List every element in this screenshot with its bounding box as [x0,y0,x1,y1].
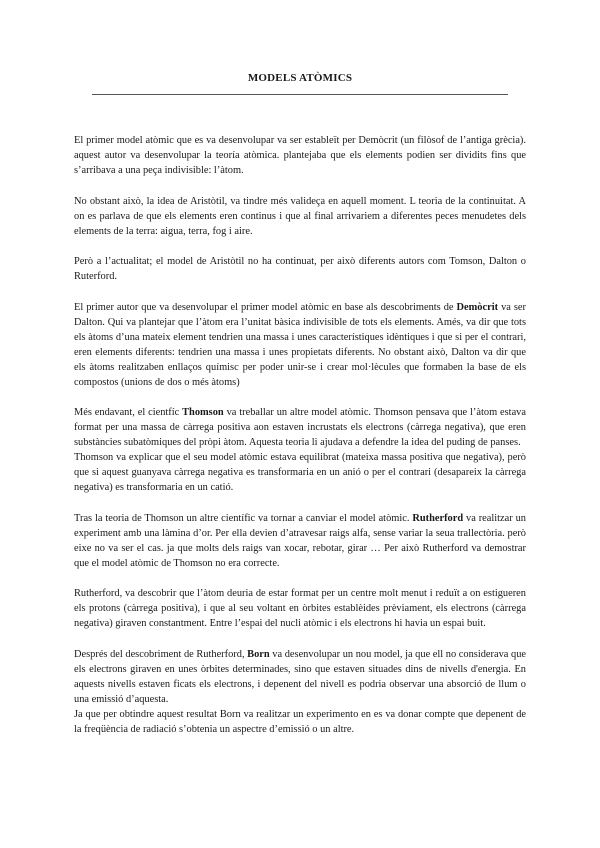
paragraph-text: va treballar un altre model atòmic. Thomson pensava que l’àtom estava format per una massa de càrrega positiva aon estaven incrustats els electrons (càrrega negativa), que eren substàncies subatòmiques del pròpi àtom. Aquesta teoria li ajudava a defendre la idea del puding de panses. [74,407,526,448]
title-divider [92,94,508,95]
paragraph-text: Després del descobriment de Rutherford, [74,648,248,660]
bold-term-thomson: Thomson [182,407,224,418]
paragraph-rutherford [74,511,526,571]
paragraph-text: El primer autor que va desenvolupar el primer model atòmic en base als descobriments de [74,301,457,313]
document-body [74,133,526,752]
paragraph-actualitat: Però a l’actualitat; el model de Aristòtil no ha continuat, per això diferents autors com Tomson, Dalton o Ruterford. [74,256,526,282]
paragraph-text: Tras la teoria de Thomson un altre científic va tornar a canviar el model atòmic. [74,512,413,524]
paragraph-text: va realitzar un experiment amb una làmina d’or. Per ella devien d’atravesar raigs alfa, sense variar la seua trallectòria. però eixe no va ser el cas. ja que molts dels raigs van xocar, rebotar, girar … Per això Rutherford va demostrar que el model atòmic de Thomson no era correcte. [74,512,526,569]
bold-term-rutherford: Rutherford [412,512,464,524]
paragraph-dalton [74,300,526,390]
paragraph-born [74,647,526,707]
bold-term-born: Born [247,648,270,660]
paragraph-rutherford-model: Rutherford, va descobrir que l’àtom deuria de estar format per un centre molt menut i reduït a on estigueren els protons (càrrega positiva), i que al seu voltant en òrbites establèides prèviament, els electrons (càrrega negativa) giraven constantment. Entre l’espai del nucli atòmic i els electrons hi havia un espai buit. [74,588,526,629]
page-title: MODELS ATÒMICS [247,72,353,84]
paragraph-born-experiment: Ja que per obtindre aquest resultat Born va realitzar un experimento en es va donar compte que depenent de la freqüència de radiació s’obtenia un aspectre d’emissió o un altre. [74,708,526,735]
paragraph-aristotil: No obstant això, la idea de Aristòtil, va tindre més valideça en aquell moment. L teoria de la continuitat. A on es parlava de que els elements eren continus i que al final arrivariem a diferentes peces menudetes dels elements de la terra: aigua, terra, fog i aire. [74,195,526,237]
paragraph-text: va ser Dalton. Qui va plantejar que l’àtom era l’unitat bàsica indivisible de tots els elements. Amés, va dir que tots els àtoms d’una mateix element tendrien una massa i unes característiques idèntiques i que si per el contrari, eren elements diferents: tendrien una massa i unes propietats diferents. No obstant això, Dalton va dir que els àtoms realitzaben enllaços químisc per poder unir-se i crear mol·lècules que formaben la base de els compostos (unions de dos o més àtoms) [74,301,526,388]
paragraph-democrit: El primer model atòmic que es va desenvolupar va ser estableït per Demòcrit (un filòsof de l’antiga grècia). aquest autor va desenvolupar la teoría atòmica. plantejaba que els elements podien ser dividits fins que s’arribava a una peça indivisible: l’àtom. [74,135,526,176]
paragraph-text: Més endavant, el cientfíc [74,407,183,418]
paragraph-text: va desenvolupar un nou model, ja que ell no considerava que els electrons giraven en unes òrbites determinades, sino que estaven situades dins de nivells d'energia. En aquests nivells estaven ficats els electrons, i depenent del nivell es podria observar una absorció de llum o una emissió d’aquesta. [74,648,527,705]
bold-term-democrit: Demòcrit [456,301,499,313]
paragraph-thomson-equilibri: Thomson va explicar que el seu model atòmic estava equilibrat (mateixa massa positiva que negativa), però que si aquest guanyava càrrega negativa es transformaria en un anió o per el contrari (desapareix la càrrega negativa) es transformaria en un catió. [74,452,526,493]
paragraph-thomson [74,405,526,450]
